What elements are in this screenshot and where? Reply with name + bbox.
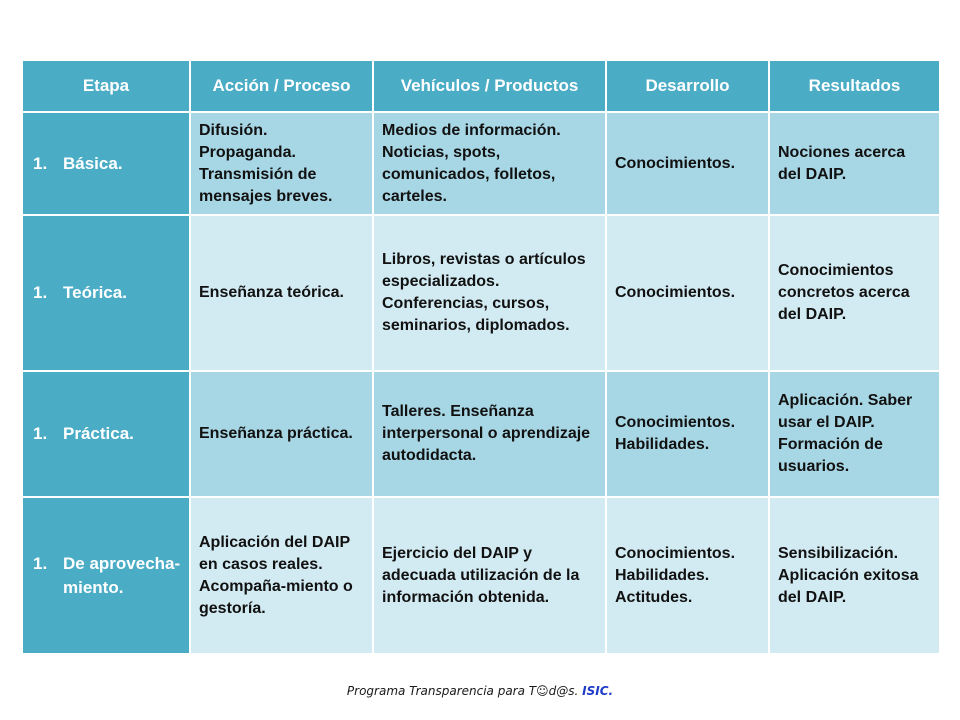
development-cell: Conocimientos. Habilidades. (607, 372, 770, 498)
header-resultados: Resultados (770, 61, 939, 113)
stage-label: De aprovecha-miento. (63, 553, 181, 597)
vehicles-cell: Talleres. Enseñanza interpersonal o aprendizaje autodidacta. (374, 372, 607, 498)
header-etapa: Etapa (23, 61, 191, 113)
stage-number: 1. (33, 424, 48, 443)
table-row (23, 216, 939, 372)
table-row (23, 113, 939, 216)
header-row (23, 61, 939, 113)
table-row (23, 372, 939, 498)
stage-label: Básica. (63, 153, 123, 173)
stage-cell (23, 113, 191, 216)
vehicles-cell: Libros, revistas o artículos especializados. Conferencias, cursos, seminarios, diplomados. (374, 216, 607, 372)
stage-number: 1. (33, 553, 48, 573)
results-cell: Conocimientos concretos acerca del DAIP. (770, 216, 939, 372)
stage-cell (23, 216, 191, 372)
action-cell: Enseñanza práctica. (191, 372, 374, 498)
stages-table (23, 61, 939, 653)
stage-number: 1. (33, 283, 48, 302)
table-row (23, 498, 939, 653)
results-cell: Nociones acerca del DAIP. (770, 113, 939, 216)
development-cell: Conocimientos. (607, 216, 770, 372)
header-accion: Acción / Proceso (191, 61, 374, 113)
footer-program-text: Programa Transparencia para T☺d@s. (346, 684, 579, 698)
development-cell: Conocimientos. Habilidades. Actitudes. (607, 498, 770, 653)
vehicles-cell: Medios de información. Noticias, spots, comunicados, folletos, carteles. (374, 113, 607, 216)
development-cell: Conocimientos. (607, 113, 770, 216)
footer-org-link[interactable]: ISIC. (582, 684, 614, 698)
stage-cell (23, 372, 191, 498)
results-cell: Aplicación. Saber usar el DAIP. Formación de usuarios. (770, 372, 939, 498)
action-cell: Enseñanza teórica. (191, 216, 374, 372)
stage-number: 1. (33, 153, 48, 173)
footer-caption (0, 684, 960, 698)
header-desarrollo: Desarrollo (607, 61, 770, 113)
stage-cell (23, 498, 191, 653)
action-cell: Aplicación del DAIP en casos reales. Acompaña-miento o gestoría. (191, 498, 374, 653)
action-cell: Difusión. Propaganda. Transmisión de mensajes breves. (191, 113, 374, 216)
stage-label: Práctica. (63, 424, 134, 443)
stage-label: Teórica. (63, 283, 127, 302)
header-vehiculos: Vehículos / Productos (374, 61, 607, 113)
vehicles-cell: Ejercicio del DAIP y adecuada utilización de la información obtenida. (374, 498, 607, 653)
results-cell: Sensibilización. Aplicación exitosa del DAIP. (770, 498, 939, 653)
